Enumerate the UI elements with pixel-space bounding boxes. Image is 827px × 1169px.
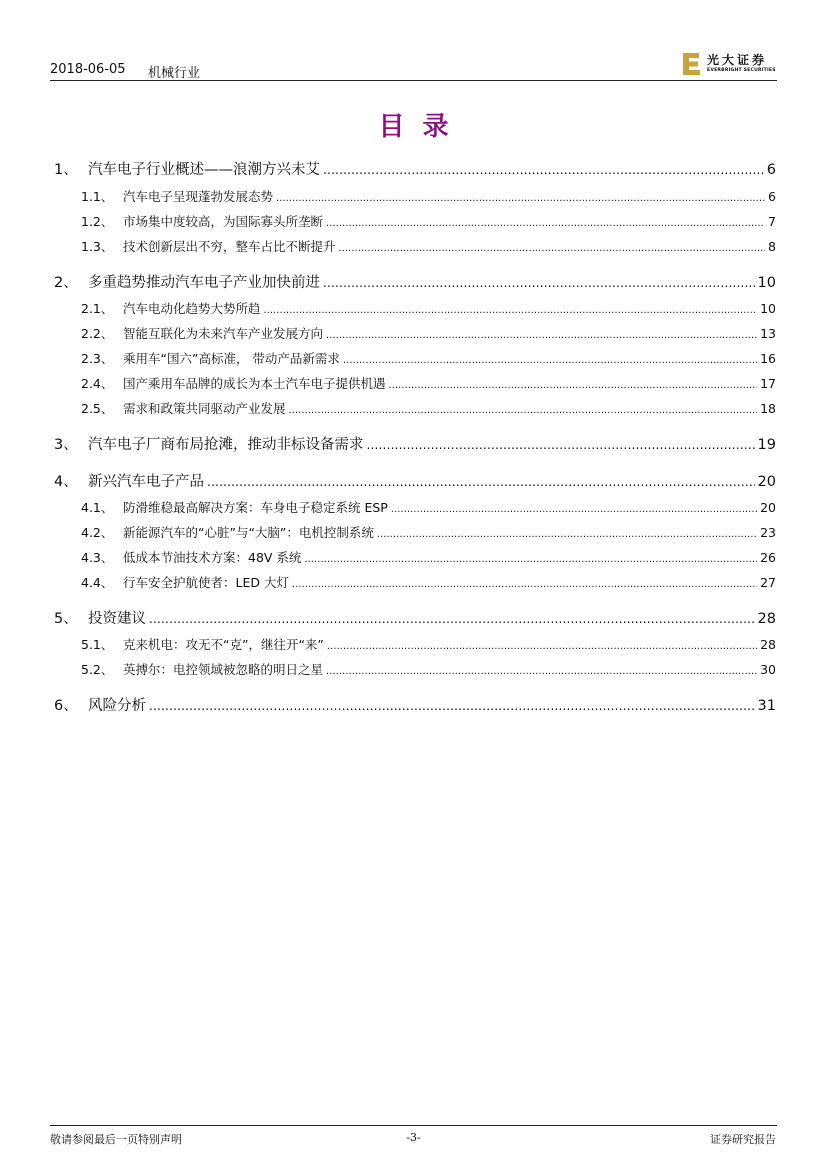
toc-entry-number: 2.3、	[81, 351, 114, 366]
toc-entry-page: 20	[757, 474, 776, 490]
toc-dot-leader	[292, 579, 757, 590]
toc-dot-leader	[339, 243, 766, 254]
toc-entry-number: 4、	[54, 474, 78, 490]
toc-entry-title[interactable]: 新兴汽车电子产品	[88, 474, 204, 490]
toc-dot-leader	[367, 438, 755, 452]
toc-section-entry[interactable]	[54, 607, 776, 628]
toc-dot-leader	[323, 163, 764, 177]
toc-dot-leader	[326, 218, 765, 229]
toc-entry-number: 2、	[54, 275, 78, 291]
toc-entry-title[interactable]: 市场集中度较高，为国际寡头所垄断	[123, 214, 324, 229]
toc-entry-number: 1.2、	[81, 214, 114, 229]
toc-entry-page: 23	[760, 525, 776, 540]
toc-section-entry[interactable]	[54, 433, 776, 454]
toc-subsection-entry[interactable]	[81, 187, 776, 205]
toc-entry-title[interactable]: 多重趋势推动汽车电子产业加快前进	[88, 275, 320, 291]
toc-subsection-entry[interactable]	[81, 237, 776, 255]
toc-entry-title[interactable]: 汽车电子行业概述——浪潮方兴未艾	[88, 162, 320, 178]
toc-dot-leader	[289, 405, 758, 416]
toc-entry-title[interactable]: 低成本节油技术方案：48V 系统	[123, 550, 302, 565]
toc-entry-number: 1.1、	[81, 189, 114, 204]
toc-entry-number: 5.2、	[81, 662, 114, 677]
toc-entry-page: 18	[760, 401, 776, 416]
toc-dot-leader	[264, 305, 758, 316]
toc-entry-number: 4.1、	[81, 500, 114, 515]
toc-section-entry[interactable]	[54, 158, 776, 179]
logo-english-name: EVERBRIGHT SECURITIES	[707, 68, 776, 73]
toc-entry-page: 6	[768, 189, 776, 204]
toc-dot-leader	[207, 475, 755, 489]
header-divider	[50, 80, 777, 81]
toc-entry-number: 4.4、	[81, 575, 114, 590]
toc-entry-title[interactable]: 防滑维稳最高解决方案：车身电子稳定系统 ESP	[123, 500, 388, 515]
toc-entry-title[interactable]: 行车安全护航使者：LED 大灯	[123, 575, 289, 590]
toc-entry-title[interactable]: 风险分析	[88, 698, 146, 714]
toc-entry-number: 2.1、	[81, 301, 114, 316]
toc-dot-leader	[377, 529, 757, 540]
toc-entry-page: 17	[760, 376, 776, 391]
toc-subsection-entry[interactable]	[81, 374, 776, 392]
toc-dot-leader	[323, 276, 755, 290]
toc-dot-leader	[149, 699, 755, 713]
toc-subsection-entry[interactable]	[81, 212, 776, 230]
toc-entry-page: 28	[760, 637, 776, 652]
toc-dot-leader	[149, 612, 755, 626]
toc-dot-leader	[389, 380, 758, 391]
toc-entry-title[interactable]: 乘用车“国六”高标准， 带动产品新需求	[123, 351, 340, 366]
toc-entry-page: 28	[757, 611, 776, 627]
logo-chinese-name: 光大证券	[707, 53, 768, 67]
toc-entry-page: 10	[760, 301, 776, 316]
toc-entry-page: 7	[768, 214, 776, 229]
toc-entry-number: 2.2、	[81, 326, 114, 341]
toc-entry-title[interactable]: 国产乘用车品牌的成长为本土汽车电子提供机遇	[123, 376, 386, 391]
toc-subsection-entry[interactable]	[81, 349, 776, 367]
toc-entry-title[interactable]: 技术创新层出不穷，整车占比不断提升	[123, 239, 336, 254]
toc-entry-number: 3、	[54, 437, 78, 453]
toc-entry-title[interactable]: 英搏尔：电控领域被忽略的明日之星	[123, 662, 324, 677]
toc-section-entry[interactable]	[54, 271, 776, 292]
toc-subsection-entry[interactable]	[81, 498, 776, 516]
toc-entry-page: 30	[760, 662, 776, 677]
toc-subsection-entry[interactable]	[81, 299, 776, 317]
toc-dot-leader	[343, 355, 757, 366]
toc-subsection-entry[interactable]	[81, 635, 776, 653]
toc-entry-page: 13	[760, 326, 776, 341]
toc-title: 目录	[378, 112, 467, 142]
toc-entry-number: 6、	[54, 698, 78, 714]
toc-entry-page: 8	[768, 239, 776, 254]
toc-entry-number: 1、	[54, 162, 78, 178]
everbright-logo-icon	[683, 53, 701, 75]
toc-subsection-entry[interactable]	[81, 523, 776, 541]
footer-disclaimer: 敬请参阅最后一页特别声明	[50, 1133, 182, 1146]
toc-entry-number: 1.3、	[81, 239, 114, 254]
toc-subsection-entry[interactable]	[81, 573, 776, 591]
toc-dot-leader	[326, 330, 757, 341]
page-header	[50, 60, 776, 82]
toc-entry-number: 4.2、	[81, 525, 114, 540]
company-logo	[683, 53, 779, 77]
toc-dot-leader	[326, 666, 757, 677]
toc-entry-title[interactable]: 需求和政策共同驱动产业发展	[123, 401, 286, 416]
toc-entry-page: 6	[766, 162, 776, 178]
report-date: 2018-06-05	[50, 62, 126, 77]
toc-entry-title[interactable]: 投资建议	[88, 611, 146, 627]
toc-dot-leader	[276, 193, 765, 204]
toc-entry-page: 10	[757, 275, 776, 291]
toc-entry-number: 5、	[54, 611, 78, 627]
toc-section-entry[interactable]	[54, 470, 776, 491]
footer-report-type: 证券研究报告	[710, 1133, 776, 1146]
toc-dot-leader	[391, 504, 757, 515]
footer-divider	[50, 1125, 777, 1126]
toc-entry-number: 2.5、	[81, 401, 114, 416]
toc-dot-leader	[304, 554, 757, 565]
toc-subsection-entry[interactable]	[81, 660, 776, 678]
page-number: -3-	[406, 1131, 421, 1144]
toc-subsection-entry[interactable]	[81, 548, 776, 566]
toc-entry-title[interactable]: 汽车电子呈现蓬勃发展态势	[123, 189, 274, 204]
toc-entry-page: 20	[760, 500, 776, 515]
toc-entry-title[interactable]: 新能源汽车的“心脏”与“大脑”：电机控制系统	[123, 525, 374, 540]
toc-entry-page: 31	[757, 698, 776, 714]
toc-entry-title[interactable]: 汽车电动化趋势大势所趋	[123, 301, 261, 316]
toc-entry-number: 2.4、	[81, 376, 114, 391]
toc-entry-number: 4.3、	[81, 550, 114, 565]
toc-entry-title[interactable]: 智能互联化为未来汽车产业发展方向	[123, 326, 324, 341]
toc-entry-page: 27	[760, 575, 776, 590]
toc-dot-leader	[327, 641, 757, 652]
toc-entry-title[interactable]: 克来机电：攻无不“克”，继往开“来”	[123, 637, 324, 652]
toc-entry-page: 16	[760, 351, 776, 366]
toc-entry-page: 26	[760, 550, 776, 565]
toc-entry-title[interactable]: 汽车电子厂商布局抢滩，推动非标设备需求	[88, 437, 364, 453]
toc-entry-page: 19	[757, 437, 776, 453]
toc-subsection-entry[interactable]	[81, 324, 776, 342]
toc-section-entry[interactable]	[54, 694, 776, 715]
toc-subsection-entry[interactable]	[81, 399, 776, 417]
toc-entry-number: 5.1、	[81, 637, 114, 652]
industry-label: 机械行业	[148, 66, 201, 81]
